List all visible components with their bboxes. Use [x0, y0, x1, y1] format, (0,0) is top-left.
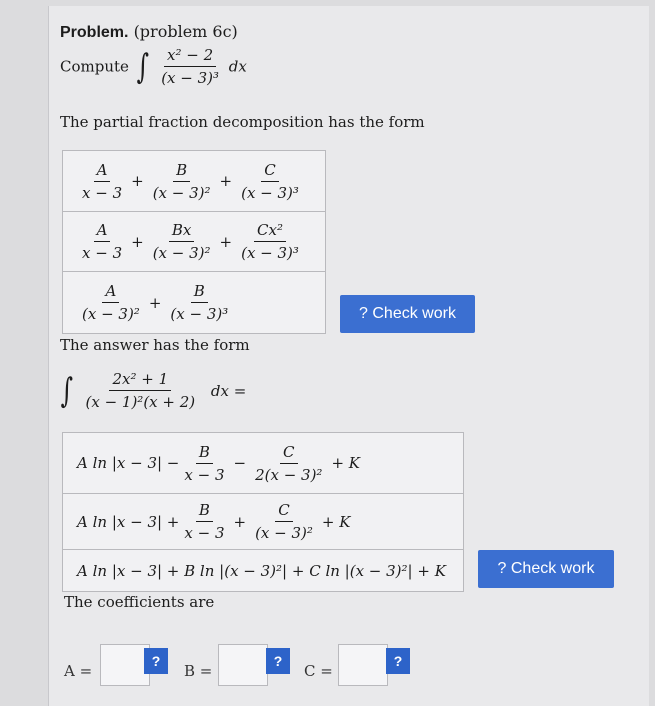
pfd-intro: The partial fraction decomposition has the form	[60, 113, 425, 131]
answer-option-3[interactable]: A ln |x − 3| + B ln |(x − 3)²| + C ln |(x − 3)²| + K	[63, 549, 463, 591]
answer-option-2[interactable]: A ln |x − 3| + $\frac{B}{x - 3}$ + $\frac{C}{\text{(x − 3)²}}$ + K	[63, 493, 463, 549]
coeff-b-label: B =	[184, 662, 213, 680]
compute-label: Compute	[60, 57, 129, 76]
hint-button-a[interactable]: ?	[144, 648, 168, 674]
answer-integral: ∫ $\frac{\text{2x² + 1}}{\text{(x − 1)²(x + 2)}}$ dx =	[60, 370, 247, 411]
check-work-button-1[interactable]: ? Check work	[340, 295, 475, 333]
coeff-a-input[interactable]	[100, 644, 150, 686]
problem-id: (problem 6c)	[133, 22, 238, 41]
pfd-option-1[interactable]: $\frac{A}{x - 3}$ + $\frac{B}{\text{(x − 3)²}}$ + $\frac{C}{\text{(x − 3)³}}$	[82, 160, 299, 202]
integrand: $\frac{\text{x² − 2}}{\text{(x − 3)³}}$	[161, 46, 220, 87]
answer-form-table	[62, 432, 464, 592]
pfd-option-2[interactable]: $\frac{A}{x - 3}$ + $\frac{Bx}{\text{(x − 3)²}}$ + $\frac{\text{Cx²}}{\text{(x − 3)³}}$	[63, 211, 325, 271]
coeff-a-label: A =	[64, 662, 93, 680]
hint-button-b[interactable]: ?	[266, 648, 290, 674]
coeff-c-input[interactable]	[338, 644, 388, 686]
coeff-c-label: C =	[304, 662, 333, 680]
hint-button-c[interactable]: ?	[386, 648, 410, 674]
coeff-b-input[interactable]	[218, 644, 268, 686]
pfd-choice-table	[62, 150, 326, 334]
answer-intro: The answer has the form	[60, 336, 250, 354]
problem-label: Problem.	[60, 24, 129, 41]
answer-option-1[interactable]: A ln |x − 3| − $\frac{B}{x - 3}$ − $\frac{C}{\text{2(x − 3)²}}$ + K	[77, 442, 360, 484]
problem-header	[60, 22, 238, 42]
problem-statement: Compute ∫ $\frac{\text{x² − 2}}{\text{(x − 3)³}}$ dx	[60, 46, 247, 87]
pfd-option-3[interactable]: $\frac{A}{\text{(x − 3)²}}$ + $\frac{B}{\text{(x − 3)³}}$	[63, 271, 325, 333]
check-work-button-2[interactable]: ? Check work	[478, 550, 614, 588]
coeff-intro: The coefficients are	[64, 593, 215, 611]
